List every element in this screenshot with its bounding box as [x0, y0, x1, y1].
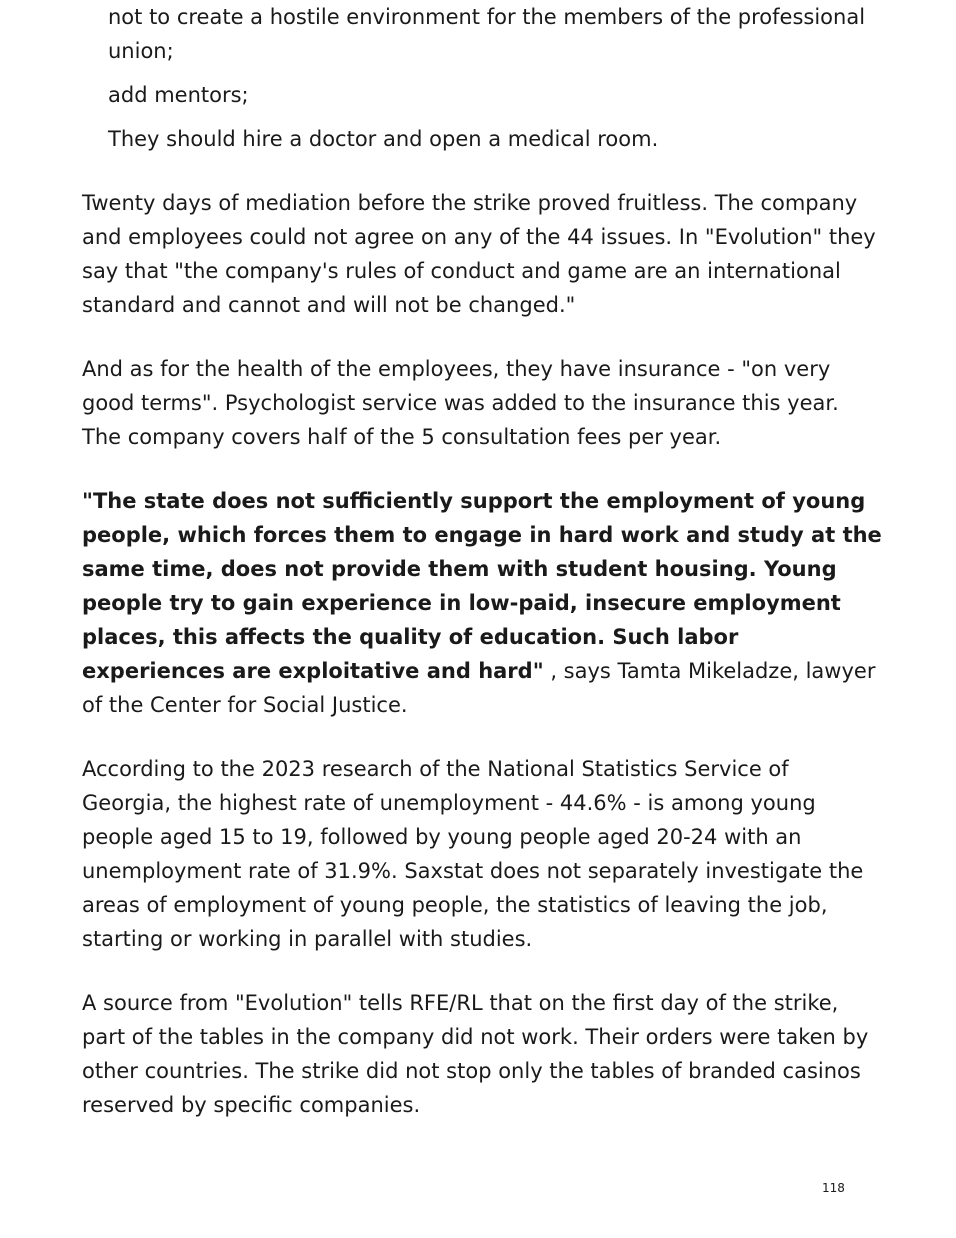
paragraph-health: And as for the health of the employees, they have insurance - "on very good terms". Psychologist service was added to the insurance this year. The company covers half of the 5 consultation fees per year.	[82, 357, 839, 449]
quote-attribution: , says Tamta Mikeladze, lawyer of the Center for Social Justice.	[82, 659, 876, 717]
list-item-medical-room: They should hire a doctor and open a medical room.	[108, 127, 659, 151]
demands-list	[108, 0, 898, 166]
paragraph-quote	[82, 484, 882, 722]
list-item-mentors: add mentors;	[108, 83, 249, 107]
paragraph-mediation: Twenty days of mediation before the strike proved fruitless. The company and employees could not agree on any of the 44 issues. In "Evolution" they say that "the company's rules of conduct and game are an international standard and cannot and will not be changed."	[82, 191, 876, 317]
list-item-hostile-environment: not to create a hostile environment for the members of the professional union;	[108, 5, 866, 63]
paragraph-statistics: According to the 2023 research of the National Statistics Service of Georgia, the highest rate of unemployment - 44.6% - is among young people aged 15 to 19, followed by young people aged 20-24 with an unemployment rate of 31.9%. Saxstat does not separately investigate the areas of employment of young people, the statistics of leaving the job, starting or working in parallel with studies.	[82, 757, 864, 951]
page-number: 118	[822, 1181, 845, 1195]
quote-text: "The state does not sufficiently support the employment of young people, which forces them to engage in hard work and study at the same time, does not provide them with student housing. Young people try to gain experience in low-paid, insecure employment places, this affects the quality of education. Such labor experiences are exploitative and hard"	[82, 489, 882, 683]
article-body	[82, 186, 882, 1152]
paragraph-source: A source from "Evolution" tells RFE/RL that on the first day of the strike, part of the tables in the company did not work. Their orders were taken by other countries. The strike did not stop only the tables of branded casinos reserved by specific companies.	[82, 991, 869, 1117]
